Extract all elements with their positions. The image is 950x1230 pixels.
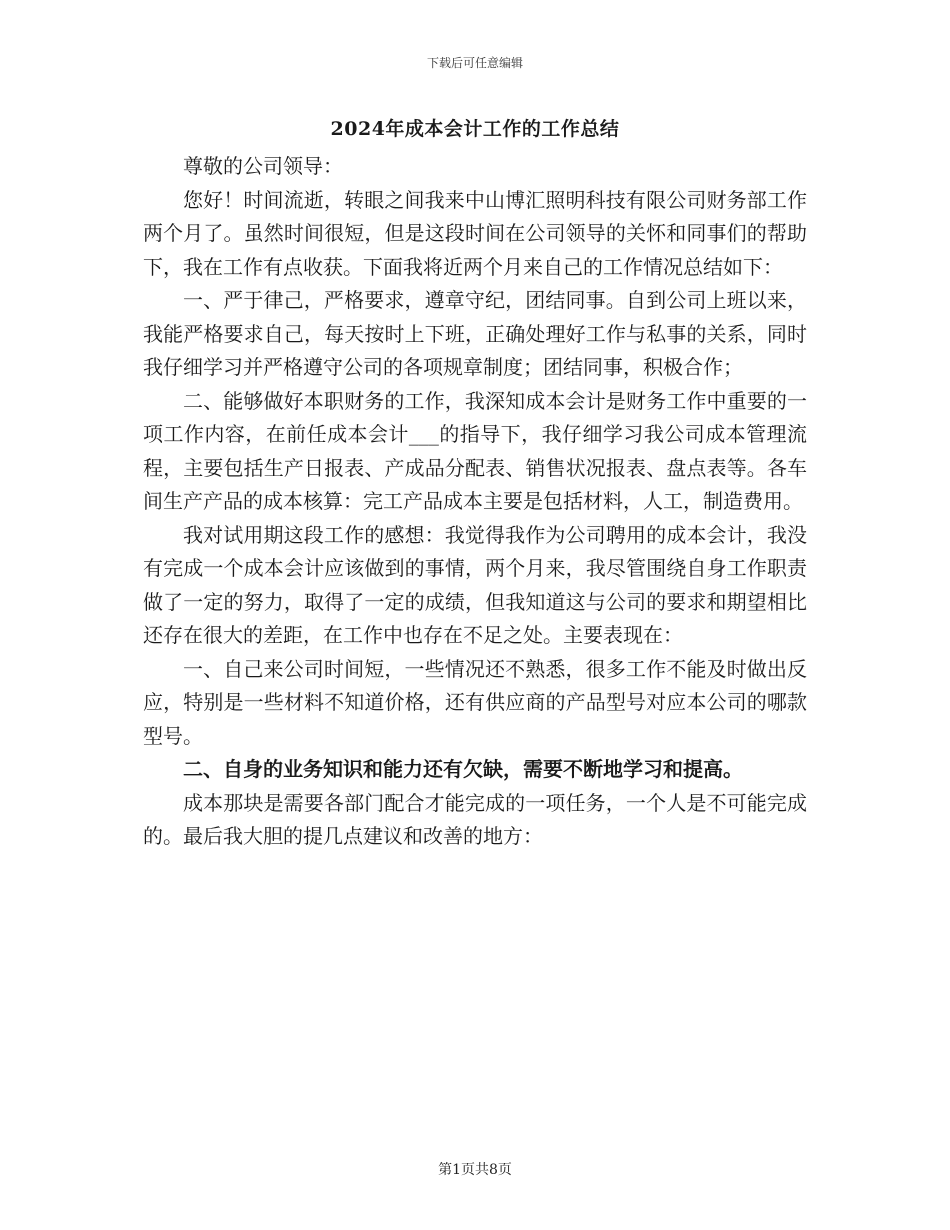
paragraph-shortcoming-2: 二、自身的业务知识和能力还有欠缺，需要不断地学习和提高。 bbox=[183, 757, 743, 781]
header-note: 下载后可任意编辑 bbox=[426, 56, 523, 70]
paragraph-suggestions: 成本那块是需要各部门配合才能完成的一项任务，一个人是不可能完成的。最后我大胆的提几点建议和改善的地方： bbox=[143, 790, 807, 848]
paragraph-salutation: 尊敬的公司领导： bbox=[183, 154, 343, 178]
paragraph-duties: 二、能够做好本职财务的工作，我深知成本会计是财务工作中重要的一项工作内容，在前任成本会计___的指导下，我仔细学习我公司成本管理流程，主要包括生产日报表、产成品分配表、销售状况报表、盘点表等。各车间生产产品的成本核算：完工产品成本主要是包括材料，人工，制造费用。 bbox=[143, 388, 807, 513]
paragraph-reflection: 我对试用期这段工作的感想：我觉得我作为公司聘用的成本会计，我没有完成一个成本会计应该做到的事情，两个月来，我尽管围绕自身工作职责做了一定的努力，取得了一定的成绩，但我知道这与公司的要求和期望相比还存在很大的差距，在工作中也存在不足之处。主要表现在： bbox=[143, 522, 807, 647]
document-body bbox=[143, 150, 807, 854]
paragraph-greeting: 您好！时间流逝，转眼之间我来中山博汇照明科技有限公司财务部工作两个月了。虽然时间很短，但是这段时间在公司领导的关怀和同事们的帮助下，我在工作有点收获。下面我将近两个月来自己的工作情况总结如下： bbox=[143, 187, 807, 279]
document-title: 2024年成本会计工作的工作总结 bbox=[330, 118, 620, 140]
paragraph-shortcoming-1: 一、自己来公司时间短，一些情况还不熟悉，很多工作不能及时做出反应，特别是一些材料不知道价格，还有供应商的产品型号对应本公司的哪款型号。 bbox=[143, 656, 807, 748]
paragraph-discipline: 一、严于律己，严格要求，遵章守纪，团结同事。自到公司上班以来，我能严格要求自己，每天按时上下班，正确处理好工作与私事的关系，同时我仔细学习并严格遵守公司的各项规章制度；团结同事，积极合作； bbox=[143, 288, 807, 379]
page-number: 第1页共8页 bbox=[438, 1162, 512, 1178]
